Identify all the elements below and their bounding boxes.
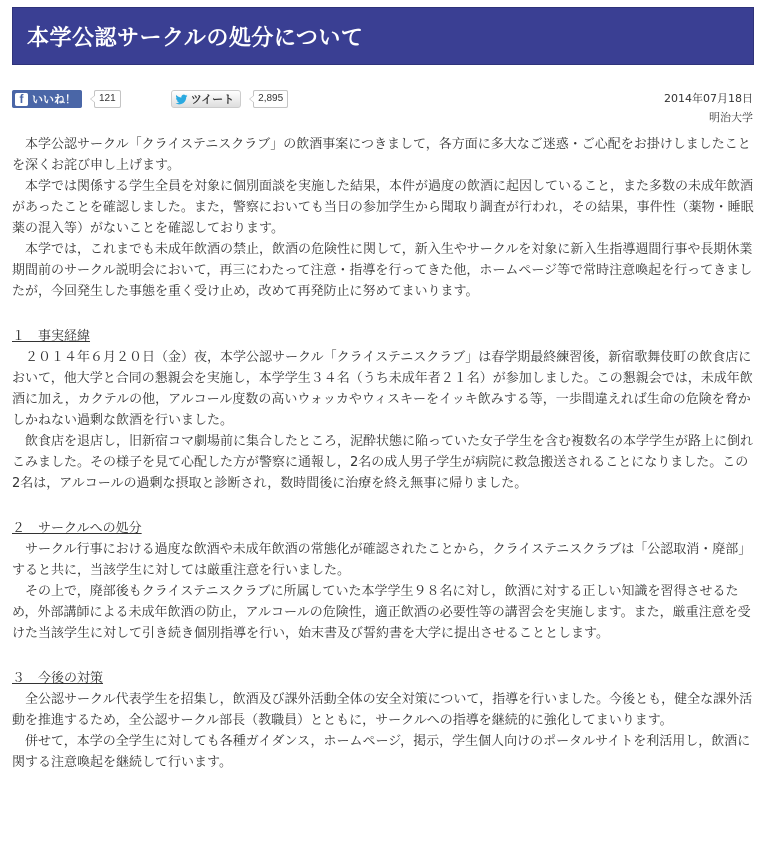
section-paragraph: サークル行事における過度な飲酒や未成年飲酒の常態化が確認されたことから，クライステニスクラブは「公認取消・廃部」すると共に，当該学生に対しては厳重注意を行いました。 — [12, 542, 752, 578]
facebook-like-count: 121 — [94, 90, 121, 108]
facebook-like-label: いいね！ — [32, 93, 76, 106]
twitter-tweet-count: 2,895 — [253, 90, 288, 108]
section-paragraph: その上で，廃部後もクライステニスクラブに所属していた本学学生９８名に対し，飲酒に対する正しい知識を習得させるため，外部講師による未成年飲酒の防止，アルコールの危険性，適正飲酒の必要性等の講習会を実施します。また，厳重注意を受けた当該学生に対して引き続き個別指導を行い，始末書及び誓約書を大学に提出させることとします。 — [12, 584, 751, 641]
title-banner — [12, 7, 754, 65]
facebook-like-button[interactable] — [12, 90, 82, 108]
intro-paragraph: 本学では，これまでも未成年飲酒の禁止，飲酒の危険性に関して，新入生やサークルを対象に新入生指導週間行事や長期休業期間前のサークル説明会において，再三にわたって注意・指導を行ってきた他，ホームページ等で常時注意喚起を行ってきましたが，今回発生した事態を重く受け止め，改めて再発防止に努めてまいります。 — [12, 242, 753, 299]
section-paragraph: 飲食店を退店し，旧新宿コマ劇場前に集合したところ，泥酔状態に陥っていた女子学生を含む複数名の本学学生が路上に倒れこみました。その様子を見て心配した方が警察に通報し，2名の成人男子学生が病院に救急搬送されることになりました。この2名は，アルコールの過剰な摂取と診断され，数時間後に治療を終え無事に帰りました。 — [12, 434, 754, 491]
section-heading: ３ 今後の対策 — [12, 671, 104, 686]
section-heading: １ 事実経緯 — [12, 329, 91, 344]
twitter-bird-icon — [175, 93, 188, 106]
section-heading: ２ サークルへの処分 — [12, 521, 142, 536]
section-facts — [12, 326, 756, 494]
publication-date: 2014年07月18日 — [664, 92, 753, 105]
intro-paragraph: 本学公認サークル「クライステニスクラブ」の飲酒事案につきまして，各方面に多大なご迷惑・ご心配をお掛けしましたことを深くお詫び申し上げます。 — [12, 137, 751, 173]
article-body — [12, 134, 756, 773]
section-disposition — [12, 518, 756, 644]
intro-paragraph: 本学では関係する学生全員を対象に個別面談を実施した結果，本件が過度の飲酒に起因していること，また多数の未成年飲酒があったことを確認しました。また，警察においても当日の参加学生から聞取り調査が行われ，その結果，事件性（薬物・睡眠薬の混入等）がないことを確認しております。 — [12, 179, 754, 236]
section-paragraph: 併せて，本学の全学生に対しても各種ガイダンス，ホームページ，掲示，学生個人向けのポータルサイトを利活用し，飲酒に関する注意喚起を継続して行います。 — [12, 734, 751, 770]
facebook-icon: f — [15, 93, 28, 106]
publisher-name: 明治大学 — [709, 111, 753, 124]
publication-meta — [664, 89, 753, 127]
section-measures — [12, 668, 756, 773]
section-paragraph: ２０１４年６月２０日（金）夜，本学公認サークル「クライステニスクラブ」は春学期最終練習後，新宿歌舞伎町の飲食店において，他大学と合同の懇親会を実施し，本学学生３４名（うち未成年者２１名）が参加しました。この懇親会では，未成年飲酒に加え，カクテルの他，アルコール度数の高いウォッカやウィスキーをイッキ飲みする等，一歩間違えれば生命の危険を脅かしかねない過剰な飲酒を行いました。 — [12, 350, 753, 428]
twitter-tweet-button[interactable] — [171, 90, 241, 108]
social-share-bar — [12, 90, 288, 108]
page-title: 本学公認サークルの処分について — [27, 25, 364, 51]
twitter-tweet-label: ツイート — [190, 93, 235, 106]
section-paragraph: 全公認サークル代表学生を招集し，飲酒及び課外活動全体の安全対策について，指導を行いました。今後とも，健全な課外活動を推進するため，全公認サークル部長（教職員）とともに，サークルへの指導を継続的に強化してまいります。 — [12, 692, 753, 728]
